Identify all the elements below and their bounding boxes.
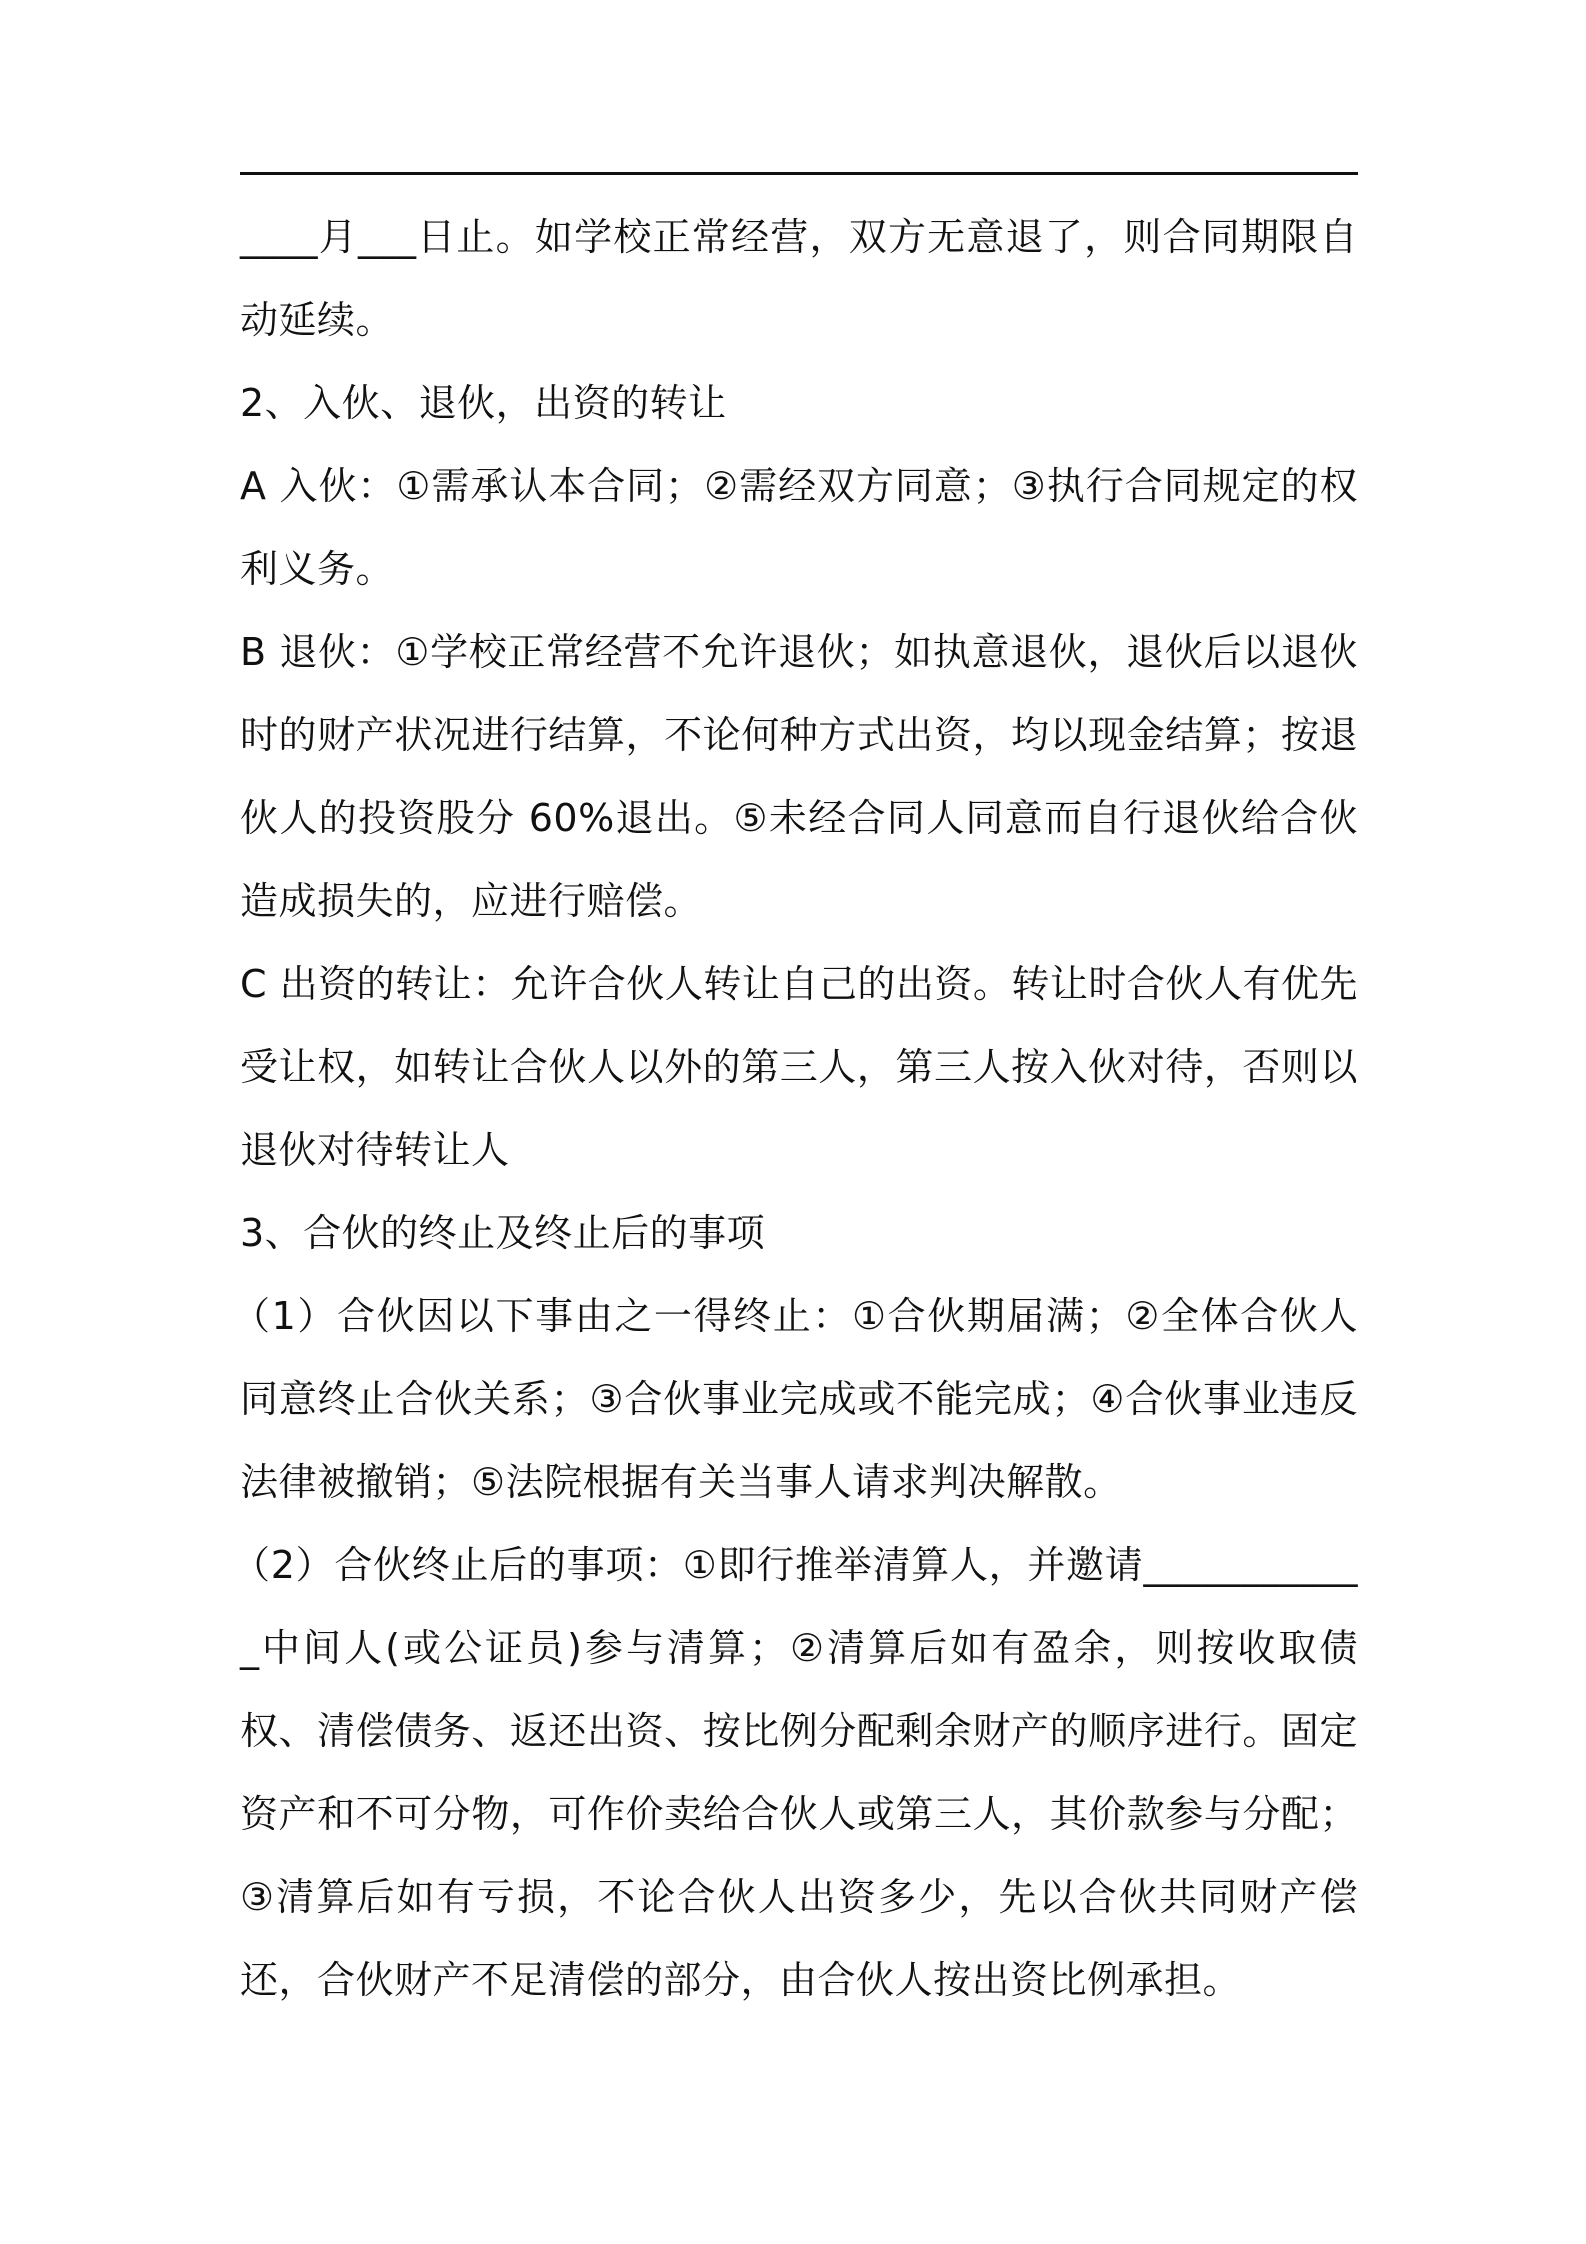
heading-section-3: 3、合伙的终止及终止后的事项 <box>240 1211 766 1255</box>
document-body <box>232 196 1358 2022</box>
paragraph-term-continuation: ____月___日止。如学校正常经营，双方无意退了，则合同期限自动延续。 <box>240 215 1358 342</box>
header-rule <box>240 172 1358 175</box>
paragraph-withdrawal: B 退伙：①学校正常经营不允许退伙；如执意退伙，退伙后以退伙时的财产状况进行结算，不论何种方式出资，均以现金结算；按退伙人的投资股分 60%退出。⑤未经合同人同意而自行退伙给合伙造成损失的，应进行赔偿。 <box>240 630 1358 923</box>
heading-section-2: 2、入伙、退伙，出资的转让 <box>240 381 727 425</box>
paragraph-post-termination: （2）合伙终止后的事项：①即行推举清算人，并邀请____________中间人(或公证员)参与清算；②清算后如有盈余，则按收取债权、清偿债务、返还出资、按比例分配剩余财产的顺序进行。固定资产和不可分物，可作价卖给合伙人或第三人，其价款参与分配；③清算后如有亏损，不论合伙人出资多少，先以合伙共同财产偿还，合伙财产不足清偿的部分，由合伙人按出资比例承担。 <box>232 1543 1358 2002</box>
paragraph-admission: A 入伙：①需承认本合同；②需经双方同意；③执行合同规定的权利义务。 <box>240 464 1358 591</box>
paragraph-termination-causes: （1）合伙因以下事由之一得终止：①合伙期届满；②全体合伙人同意终止合伙关系；③合伙事业完成或不能完成；④合伙事业违反法律被撤销；⑤法院根据有关当事人请求判决解散。 <box>232 1294 1358 1504</box>
paragraph-capital-transfer: C 出资的转让：允许合伙人转让自己的出资。转让时合伙人有优先受让权，如转让合伙人以外的第三人，第三人按入伙对待，否则以退伙对待转让人 <box>240 962 1358 1172</box>
